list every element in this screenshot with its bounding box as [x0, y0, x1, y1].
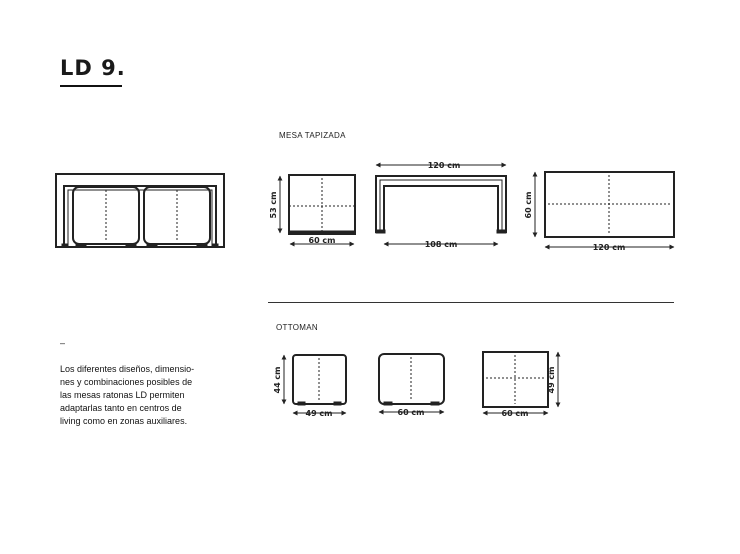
page-title: LD 9.	[60, 56, 126, 80]
description-line: Los diferentes diseños, dimensio-	[60, 364, 195, 374]
dim-label-mesa-top-width: 120 cm	[592, 243, 626, 252]
description-line: las mesas ratonas LD permiten	[60, 390, 185, 400]
dim-label-ottoman-side-width: 49 cm	[305, 409, 333, 418]
description-dash: –	[60, 338, 66, 348]
description-line: nes y combinaciones posibles de	[60, 377, 193, 387]
dim-label-mesa-front-inner: 108 cm	[424, 240, 458, 249]
dim-label-ottoman-top-depth: 49 cm	[547, 366, 556, 394]
mesa-top-view	[535, 172, 674, 247]
ottoman-front-view	[379, 354, 444, 412]
description-line: living como en zonas auxiliares.	[60, 416, 188, 426]
section-label-ottoman: OTTOMAN	[276, 323, 318, 332]
dim-label-ottoman-side-height: 44 cm	[273, 366, 282, 394]
ottoman-side-view	[284, 355, 346, 413]
description-line: adaptarlas tanto en centros de	[60, 403, 182, 413]
dim-label-mesa-side-height: 53 cm	[269, 191, 278, 219]
dim-label-mesa-top-depth: 60 cm	[524, 191, 533, 219]
combination-front-view	[56, 174, 224, 247]
mesa-front-view	[376, 165, 506, 244]
dim-label-mesa-side-width: 60 cm	[308, 236, 336, 245]
dim-label-ottoman-front-width: 60 cm	[397, 408, 425, 417]
section-label-mesa: MESA TAPIZADA	[279, 131, 346, 140]
dim-label-mesa-front-top: 120 cm	[427, 161, 461, 170]
mesa-side-view	[280, 175, 355, 244]
dim-label-ottoman-top-width: 60 cm	[501, 409, 529, 418]
